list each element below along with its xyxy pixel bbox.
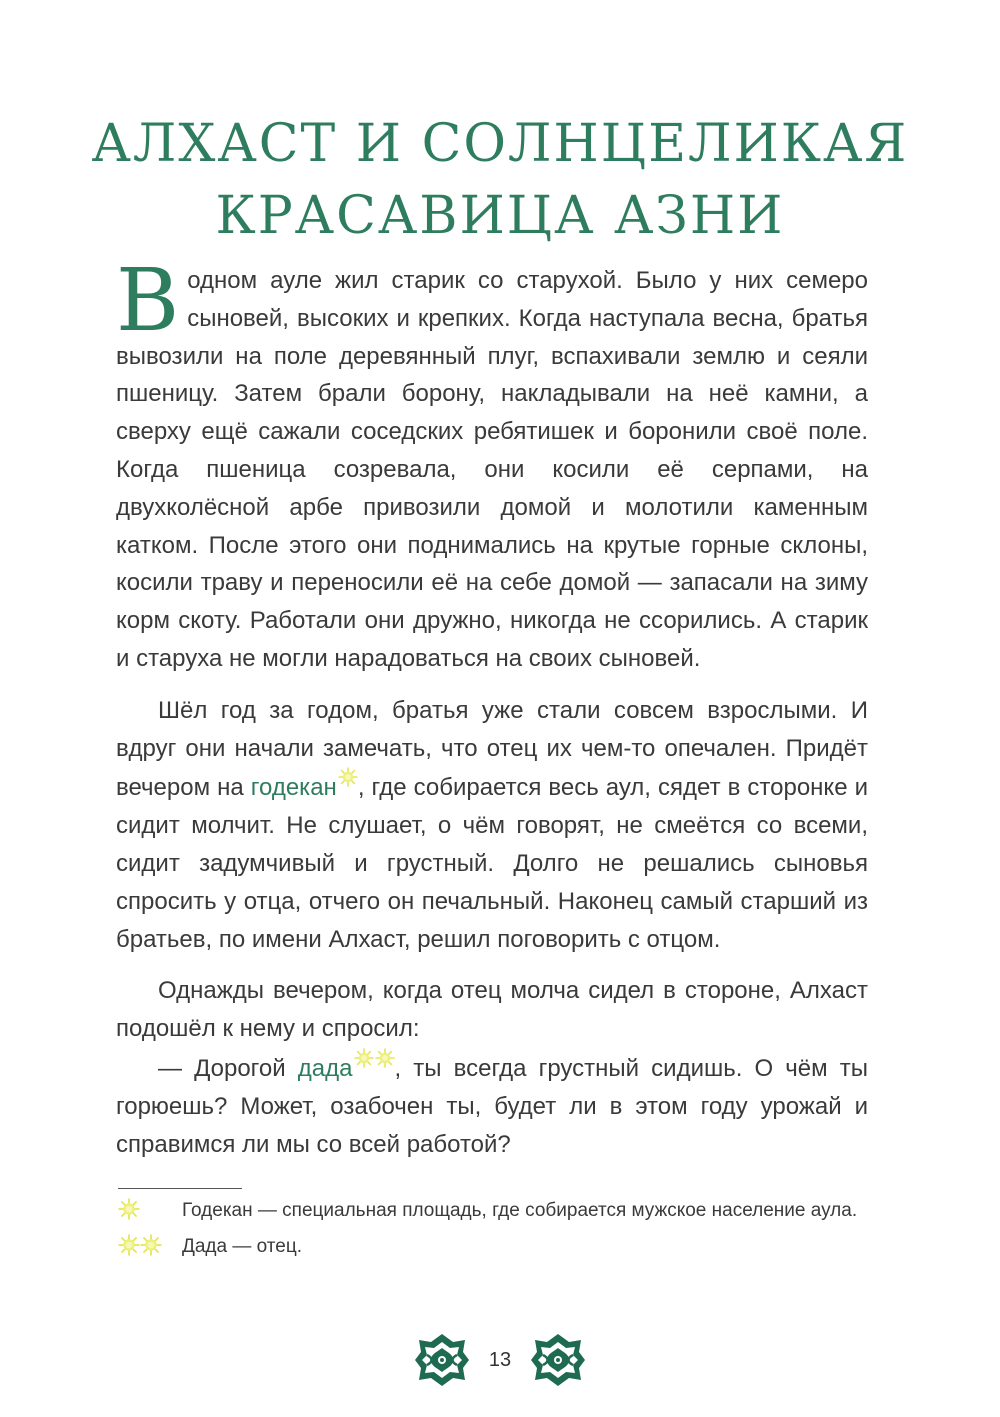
footnote-2-text: Дада — отец. — [182, 1236, 303, 1257]
paragraph-1-text: одном ауле жил старик со старухой. Было у них семеро сыновей, высоких и крепких. Когда наступала весна, братья вывозили на поле деревянный плуг, вспахивали землю и сеяли пшеницу. Затем брали борону, накладывали на неё камни, а сверху ещё сажали соседских ребятишек и боронили своё поле. Когда пшеница созревала, они косили её серпами, на двухколёсной арбе привозили домой и молотили каменным катком. После этого они поднимались на крутые горные склоны, косили траву и переносили её на себе домой — запасали на зиму корм скоту. Работали они дружно, никогда не ссорились. А старик и старуха не могли нарадоваться на своих сыновей. — [116, 267, 868, 672]
footnote-1-text: Годекан — специальная площадь, где собирается мужское население аула. — [182, 1200, 858, 1221]
page-number: 13 — [488, 1348, 512, 1371]
term-godekan[interactable]: годекан — [250, 774, 337, 802]
page-footer — [0, 1328, 1000, 1392]
title-line-1: АЛХАСТ И СОЛНЦЕЛИКАЯ — [91, 114, 909, 174]
story-body — [116, 251, 869, 1163]
drop-cap: В — [116, 251, 180, 351]
footnote-sun-icon — [354, 1048, 374, 1068]
paragraph-2-text-start: Шёл год за годом, братья уже стали совсем взрослыми. И вдруг они начали замечать, что отец их чем-то опечален. Придёт вечером на — [116, 696, 868, 802]
paragraph-1 — [116, 251, 868, 678]
footnotes — [118, 1198, 878, 1270]
paragraph-4 — [116, 1048, 868, 1163]
paragraph-2-text-end: , где собирается весь аул, сядет в сторонке и сидит молчит. Не слушает, о чём говорят, не смеётся со всеми, сидит задумчивый и грустный. Долго не решались сыновья спросить у отца, отчего он печальный. Наконец самый старший из братьев, по имени Алхаст, решил поговорить с отцом. — [116, 774, 868, 953]
term-dada[interactable]: дада — [297, 1054, 353, 1082]
story-title — [0, 108, 1000, 252]
paragraph-3-text: Однажды вечером, когда отец молча сидел в стороне, Алхаст подошёл к нему и спросил: — [116, 977, 868, 1043]
ornament-left-icon — [413, 1332, 471, 1388]
footnote-sun-icon — [140, 1234, 162, 1256]
footnote-1 — [118, 1198, 878, 1228]
footnote-sun-icon — [338, 767, 358, 787]
footnote-sun-icon — [118, 1234, 140, 1256]
paragraph-3 — [116, 972, 868, 1048]
paragraph-4-text-end: , ты всегда грустный сидишь. О чём ты горюешь? Может, озабочен ты, будет ли в этом году урожай и справимся ли мы со всей работой? — [116, 1054, 869, 1158]
footnote-sun-icon — [375, 1048, 395, 1068]
paragraph-2 — [116, 692, 868, 959]
footnote-sun-icon — [118, 1198, 140, 1220]
ornament-right-icon — [529, 1332, 587, 1388]
title-line-2: КРАСАВИЦА АЗНИ — [215, 186, 785, 246]
paragraph-4-text-start: — Дорогой — [158, 1054, 286, 1082]
footnote-divider — [118, 1188, 242, 1189]
footnote-2 — [118, 1234, 878, 1264]
